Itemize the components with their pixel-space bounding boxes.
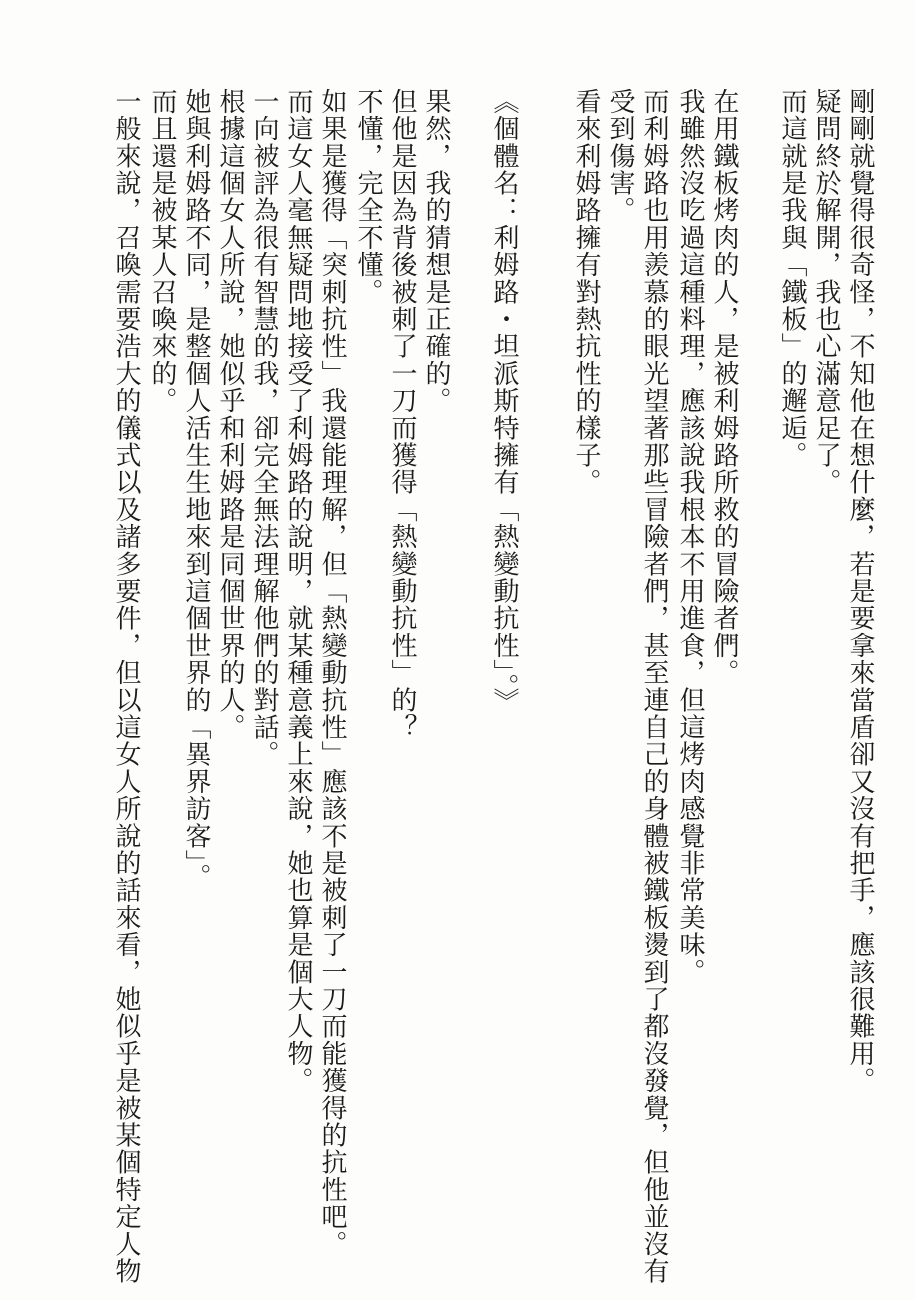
- text-line-10: 但他是因為背後被刺了一刀而獲得「熱變動抗性」的？: [387, 88, 417, 741]
- text-line-15: 根據這個女人所說，她似乎和利姆路是同個世界的人。: [215, 88, 245, 741]
- text-line-14: 一向被評為很有智慧的我，卻完全無法理解他們的對話。: [249, 88, 279, 768]
- system-message-line: 《個體名：利姆路・坦派斯特擁有「熱變動抗性」。》: [489, 88, 519, 715]
- text-line-18: 一般來說，召喚需要浩大的儀式以及諸多要件，但以這女人所說的話來看，她似乎是被某個特定人物: [111, 88, 141, 1285]
- text-line-11: 不懂，完全不懂。: [353, 88, 383, 306]
- text-line-17: 而且還是被某人召喚來的。: [147, 88, 177, 415]
- text-line-12: 如果是獲得「突刺抗性」我還能理解，但「熱變動抗性」應該不是被刺了一刀而能獲得的抗性吧。: [317, 88, 347, 1258]
- text-line-9: 果然，我的猜想是正確的。: [421, 88, 451, 415]
- text-line-6: 而利姆路也用羨慕的眼光望著那些冒險者們，甚至連自己的身體被鐵板燙到了都沒發覺，但他並沒有: [639, 88, 669, 1285]
- text-line-13: 而這女人毫無疑問地接受了利姆路的說明，就某種意義上來說，她也算是個大人物。: [283, 88, 313, 1095]
- text-line-5: 我雖然沒吃過這種料理，應該說我根本不用進食，但這烤肉感覺非常美味。: [675, 88, 705, 986]
- text-line-16: 她與利姆路不同，是整個人活生生地來到這個世界的「異界訪客」。: [181, 88, 211, 891]
- text-line-2: 疑問終於解開，我也心滿意足了。: [811, 88, 841, 496]
- text-line-7: 受到傷害。: [605, 88, 635, 224]
- text-line-1: 剛剛就覺得很奇怪，不知他在想什麼，若是要拿來當盾卻又沒有把手，應該很難用。: [845, 88, 875, 1095]
- text-line-3: 而這就是我與「鐵板」的邂逅。: [777, 88, 807, 469]
- text-line-8: 看來利姆路擁有對熱抗性的樣子。: [571, 88, 601, 496]
- text-line-4: 在用鐵板烤肉的人，是被利姆路所救的冒險者們。: [709, 88, 739, 687]
